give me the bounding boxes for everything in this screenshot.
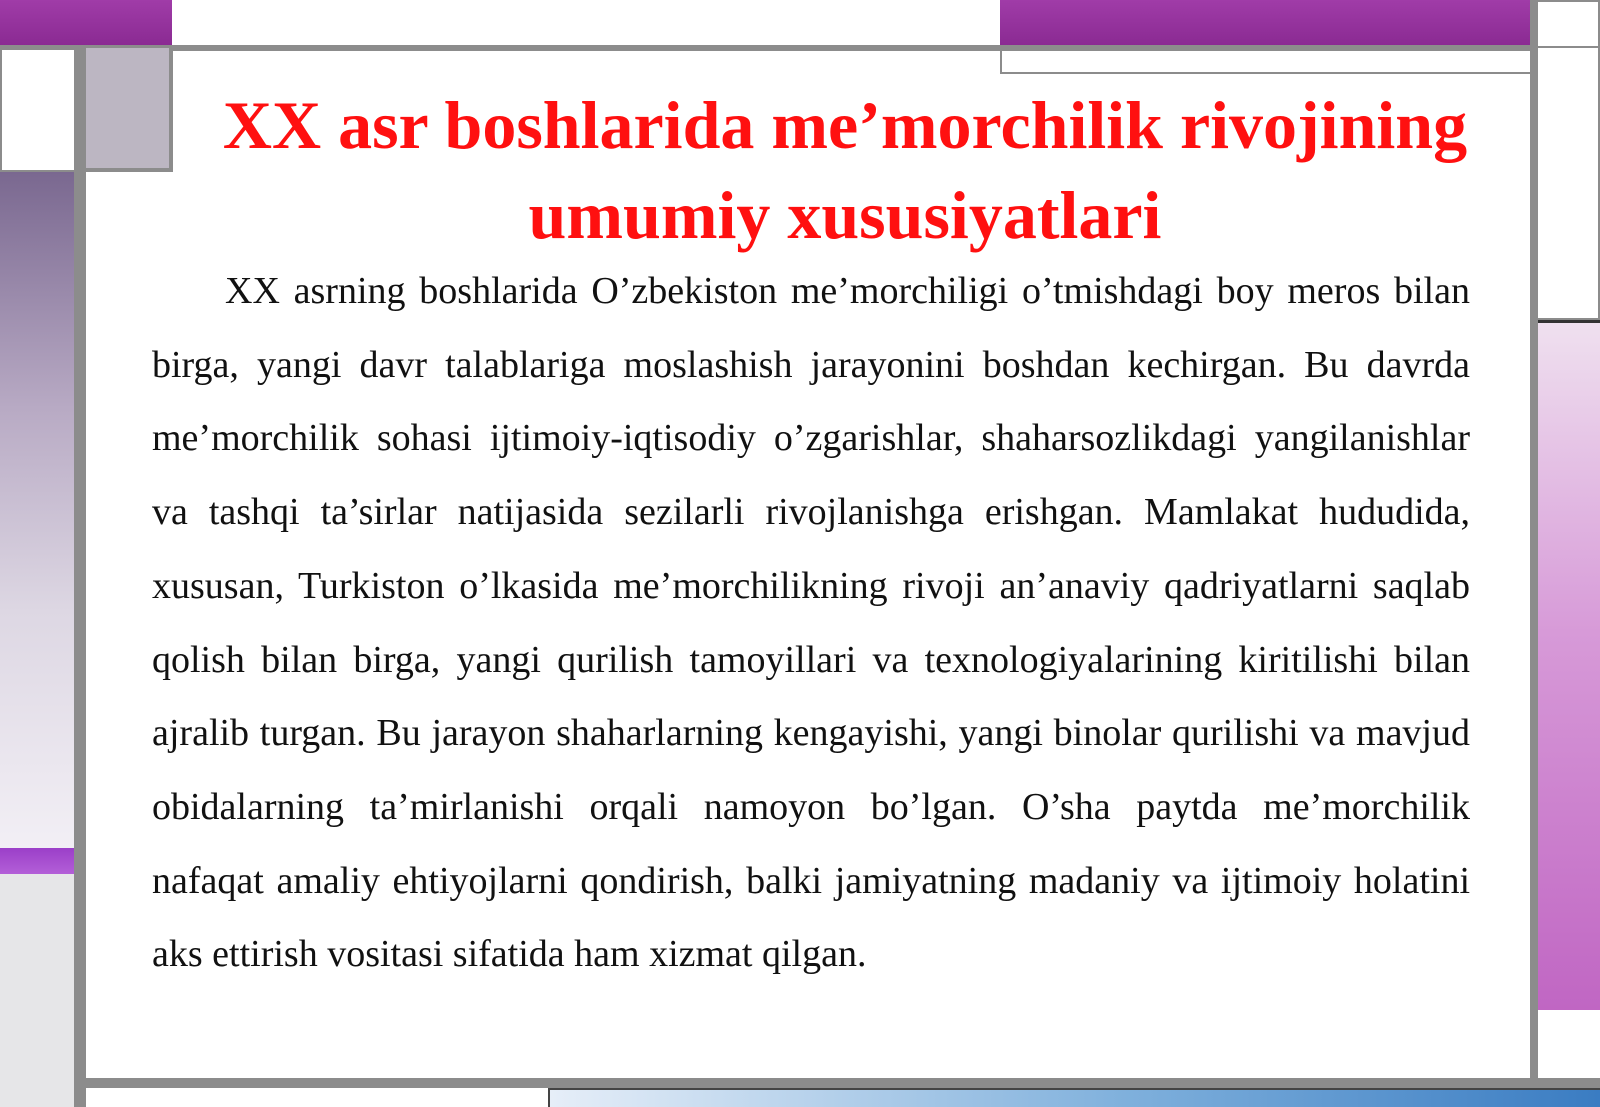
left-purple-strip — [0, 848, 76, 874]
left-bottom-panel — [0, 874, 76, 1107]
slide-title: XX asr boshlarida me’morchilik rivojining umumiy xususiyatlari — [222, 87, 1468, 253]
top-left-gray-square — [85, 48, 173, 172]
bottom-blue-bar — [548, 1088, 1600, 1107]
top-right-corner-box — [1536, 0, 1600, 48]
right-frame-line — [1530, 0, 1538, 1090]
left-frame-line — [74, 48, 86, 1107]
bottom-frame-line — [74, 1078, 1600, 1088]
top-left-purple-bar — [0, 0, 172, 46]
left-gradient-column — [0, 172, 76, 848]
right-gradient-column — [1536, 320, 1600, 1010]
top-right-purple-bar — [1000, 0, 1532, 46]
top-left-white-box — [0, 48, 78, 172]
top-right-outline-box — [1000, 46, 1600, 74]
right-top-box — [1536, 46, 1600, 320]
slide-body-text: XX asrning boshlarida O’zbekiston me’morchiligi o’tmishdagi boy meros bilan birga, yangi davr talablariga moslashish jarayonini boshdan kechirgan. Bu davrda me’morchilik sohasi ijtimoiy-iqtisodiy o’zgarishlar, shaharsozlikdagi yangilanishlar va tashqi ta’sirlar natijasida sezilarli rivojlanishga erishgan. Mamlakat hududida, xususan, Turkiston o’lkasida me’morchilikning rivoji an’anaviy qadriyatlarni saqlab qolish bilan birga, yangi qurilish tamoyillari va texnologiyalarining kiritilishi bilan ajralib turgan. Bu jarayon shaharlarning kengayishi, yangi binolar qurilishi va mavjud obidalarning ta’mirlanishi orqali namoyon bo’lgan. O’sha paytda me’morchilik nafaqat amaliy ehtiyojlarni qondirish, balki jamiyatning madaniy va ijtimoiy holatini aks ettirish vositasi sifatida ham xizmat qilgan. — [152, 270, 1470, 976]
